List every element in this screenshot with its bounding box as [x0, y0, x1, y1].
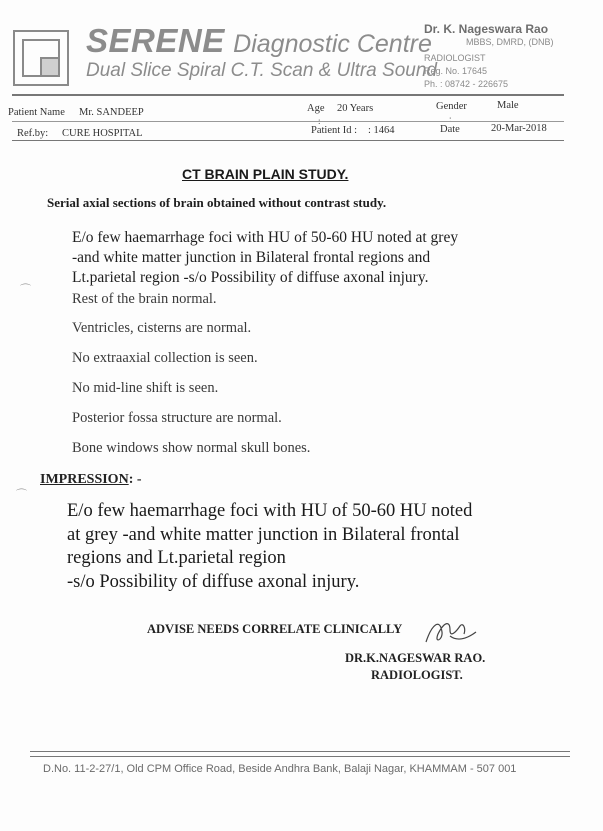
patient-name-label: Patient Name	[8, 107, 65, 118]
phone: Ph. : 08742 - 226675	[424, 79, 509, 89]
margin-mark: ⌒	[20, 284, 31, 296]
brand-title	[86, 22, 432, 60]
doctor-title: RADIOLOGIST	[424, 53, 486, 63]
finding-line: Bone windows show normal skull bones.	[72, 440, 311, 456]
age-value: 20 Years	[337, 103, 374, 114]
main-finding-line: -and white matter junction in Bilateral frontal regions and	[72, 249, 431, 266]
report-intro: Serial axial sections of brain obtained without contrast study.	[47, 195, 387, 210]
patient-id-value: : 1464	[368, 125, 395, 136]
age-label: Age	[307, 103, 325, 114]
report-title: CT BRAIN PLAIN STUDY.	[182, 166, 349, 182]
impression-line: -s/o Possibility of diffuse axonal injury.	[67, 571, 360, 592]
impression-suffix: : -	[128, 472, 142, 487]
main-finding	[72, 228, 458, 288]
impression-label	[40, 472, 142, 488]
info-divider	[12, 121, 564, 122]
signatory-name: DR.K.NAGESWAR RAO.	[345, 651, 486, 665]
reg-no: Reg. No. 17645	[424, 66, 488, 76]
signatory-block	[345, 650, 485, 684]
dots-mark: :	[449, 114, 452, 124]
finding-line: Rest of the brain normal.	[72, 291, 217, 307]
signatory-title: RADIOLOGIST.	[371, 668, 463, 682]
doctor-name: Dr. K. Nageswara Rao	[424, 22, 549, 36]
footer-divider	[30, 751, 570, 757]
main-finding-line: E/o few haemarrhage foci with HU of 50-60 HU noted at grey	[72, 229, 459, 246]
date-label: Date	[440, 124, 460, 135]
patient-id-label: Patient Id :	[311, 125, 358, 136]
tagline: Dual Slice Spiral C.T. Scan & Ultra Sound	[86, 60, 437, 81]
impression-line: regions and Lt.parietal region	[67, 548, 286, 568]
brand-name: SERENE	[86, 22, 225, 59]
advise-text: ADVISE NEEDS CORRELATE CLINICALLY	[147, 622, 403, 636]
impression-line: E/o few haemarrhage foci with HU of 50-60 HU noted	[67, 501, 473, 521]
impression-text	[67, 500, 472, 594]
impression-heading: IMPRESSION	[40, 472, 129, 487]
doctor-qualifications: MBBS, DMRD, (DNB)	[466, 37, 554, 47]
finding-line: Ventricles, cisterns are normal.	[72, 320, 252, 336]
serene-logo	[13, 30, 69, 86]
info-bottom-divider	[12, 140, 564, 141]
finding-line: No mid-line shift is seen.	[72, 380, 219, 396]
impression-line: at grey -and white matter junction in Bilateral frontal	[67, 524, 460, 545]
brand-rest: Diagnostic Centre	[233, 30, 432, 58]
dots-mark: :	[318, 116, 321, 126]
margin-mark: ⌒	[16, 489, 27, 501]
header-divider	[12, 94, 564, 96]
footer-address: D.No. 11-2-27/1, Old CPM Office Road, Beside Andhra Bank, Balaji Nagar, KHAMMAM - 507 001	[43, 763, 517, 775]
finding-line: No extraaxial collection is seen.	[72, 350, 258, 366]
ref-label: Ref.by:	[17, 128, 49, 139]
doctor-block	[424, 22, 554, 91]
gender-label: Gender	[436, 101, 467, 112]
ref-value: CURE HOSPITAL	[62, 128, 143, 139]
patient-name-value: Mr. SANDEEP	[79, 107, 144, 118]
date-value: 20-Mar-2018	[491, 123, 547, 134]
finding-line: Posterior fossa structure are normal.	[72, 410, 282, 426]
signature-scribble	[420, 612, 480, 652]
main-finding-line: Lt.parietal region -s/o Possibility of diffuse axonal injury.	[72, 269, 429, 286]
gender-value: Male	[497, 100, 519, 111]
